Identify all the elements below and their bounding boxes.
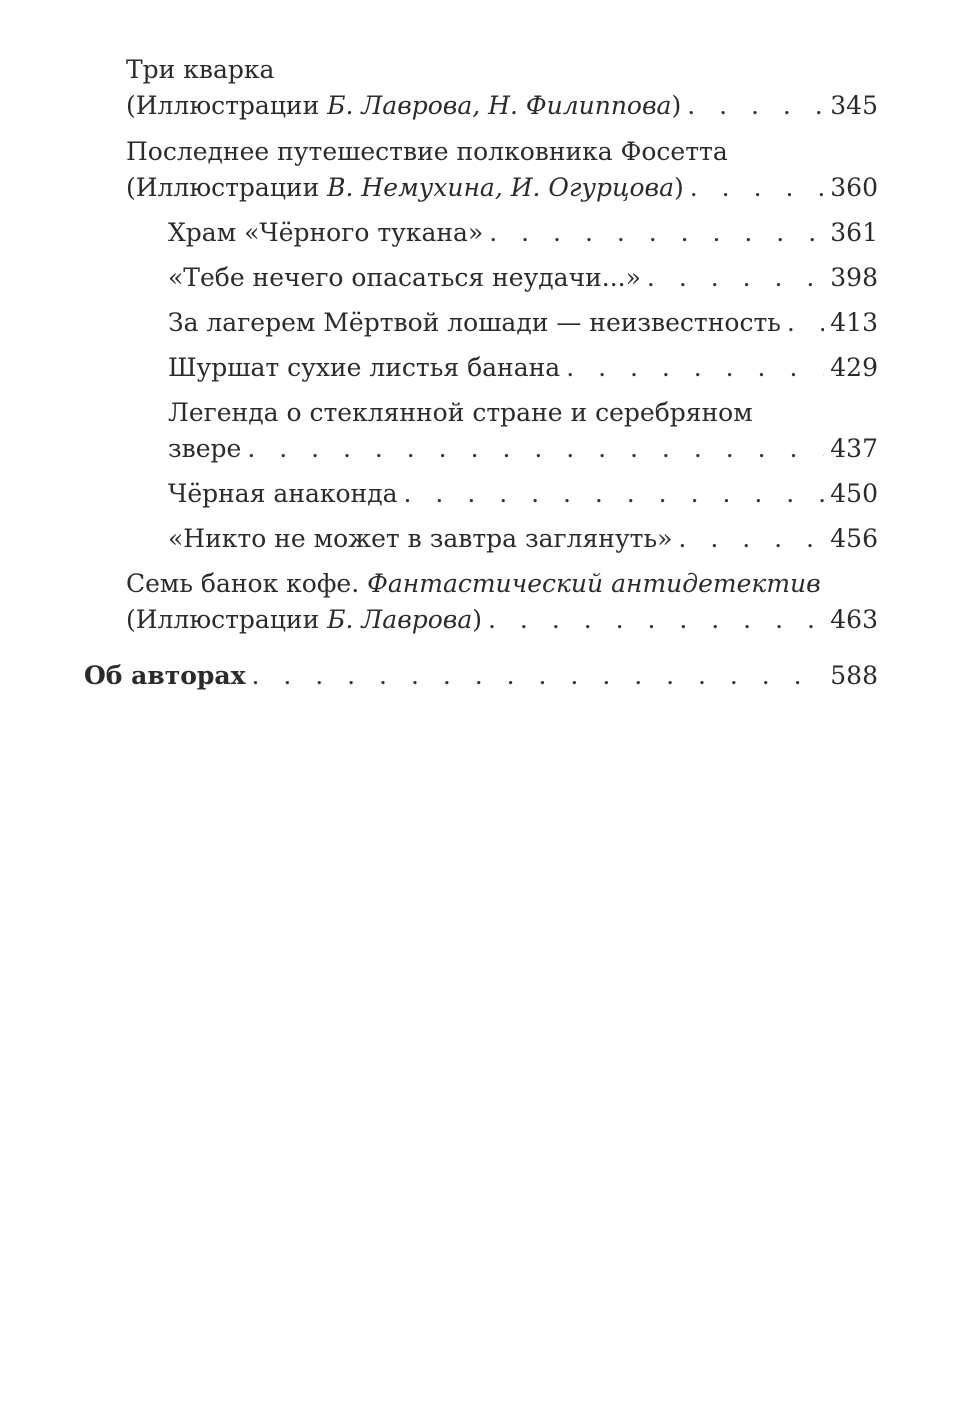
toc-subentry-title: Шуршат сухие листья банана <box>168 353 561 382</box>
toc-page-number: 345 <box>830 91 878 120</box>
toc-page-number: 456 <box>830 524 878 553</box>
dot-leader <box>787 305 824 341</box>
toc-subentry[interactable] <box>84 476 878 512</box>
toc-subentry-title: «Никто не может в завтра заглянуть» <box>168 524 673 553</box>
toc-subentry[interactable] <box>84 521 878 557</box>
toc-subentry-title: Чёрная анаконда <box>168 479 398 508</box>
toc-page-number: 398 <box>830 263 878 292</box>
toc-entry-title: Три кварка <box>126 55 275 84</box>
toc-page-number: 437 <box>830 434 878 463</box>
toc-subentry[interactable] <box>84 350 878 386</box>
toc-page-number: 413 <box>830 308 878 337</box>
toc-entry-title: Об авторах <box>84 661 246 690</box>
toc-page-number: 450 <box>830 479 878 508</box>
table-of-contents <box>84 52 878 694</box>
toc-page-number: 429 <box>830 353 878 382</box>
toc-entry-three-quarks[interactable] <box>84 52 878 124</box>
toc-subentry[interactable] <box>84 395 878 467</box>
toc-entry-illustrators: (Иллюстрации Б. Лаврова) <box>126 605 483 634</box>
toc-page-number: 361 <box>830 218 878 247</box>
dot-leader <box>647 260 824 296</box>
toc-subentry[interactable] <box>84 305 878 341</box>
dot-leader <box>251 658 824 694</box>
toc-page-number: 463 <box>830 605 878 634</box>
toc-subentry-title-line1: Легенда о стеклянной стране и серебряном <box>168 398 753 427</box>
dot-leader <box>566 350 824 386</box>
dot-leader <box>690 170 825 206</box>
toc-page-number: 588 <box>830 661 878 690</box>
dot-leader <box>678 521 824 557</box>
toc-entry-seven-cans[interactable] <box>84 566 878 638</box>
toc-entry-title: Последнее путешествие полковника Фосетта <box>126 137 728 166</box>
dot-leader <box>404 476 825 512</box>
toc-entry-illustrators: (Иллюстрации В. Немухина, И. Огурцова) <box>126 173 684 202</box>
dot-leader <box>247 431 824 467</box>
toc-subentry-title: «Тебе нечего опасаться неудачи...» <box>168 263 641 292</box>
toc-entry-illustrators: (Иллюстрации Б. Лаврова, Н. Филиппова) <box>126 91 682 120</box>
toc-entry-subtitle: Фантастический антидетектив <box>367 569 821 598</box>
toc-entry-about-authors[interactable] <box>84 658 878 694</box>
toc-subentry[interactable] <box>84 215 878 251</box>
dot-leader <box>488 602 824 638</box>
toc-subentry-title: За лагерем Мёртвой лошади — неизвестность <box>168 308 781 337</box>
toc-page-number: 360 <box>830 173 878 202</box>
toc-entry-fawcett[interactable] <box>84 134 878 206</box>
toc-entry-title: Семь банок кофе. Фантастический антидетектив <box>126 569 821 598</box>
toc-subentry-title-line2: звере <box>168 434 242 463</box>
toc-subentry[interactable] <box>84 260 878 296</box>
dot-leader <box>489 215 824 251</box>
toc-subentry-title: Храм «Чёрного тукана» <box>168 218 484 247</box>
dot-leader <box>687 88 824 124</box>
